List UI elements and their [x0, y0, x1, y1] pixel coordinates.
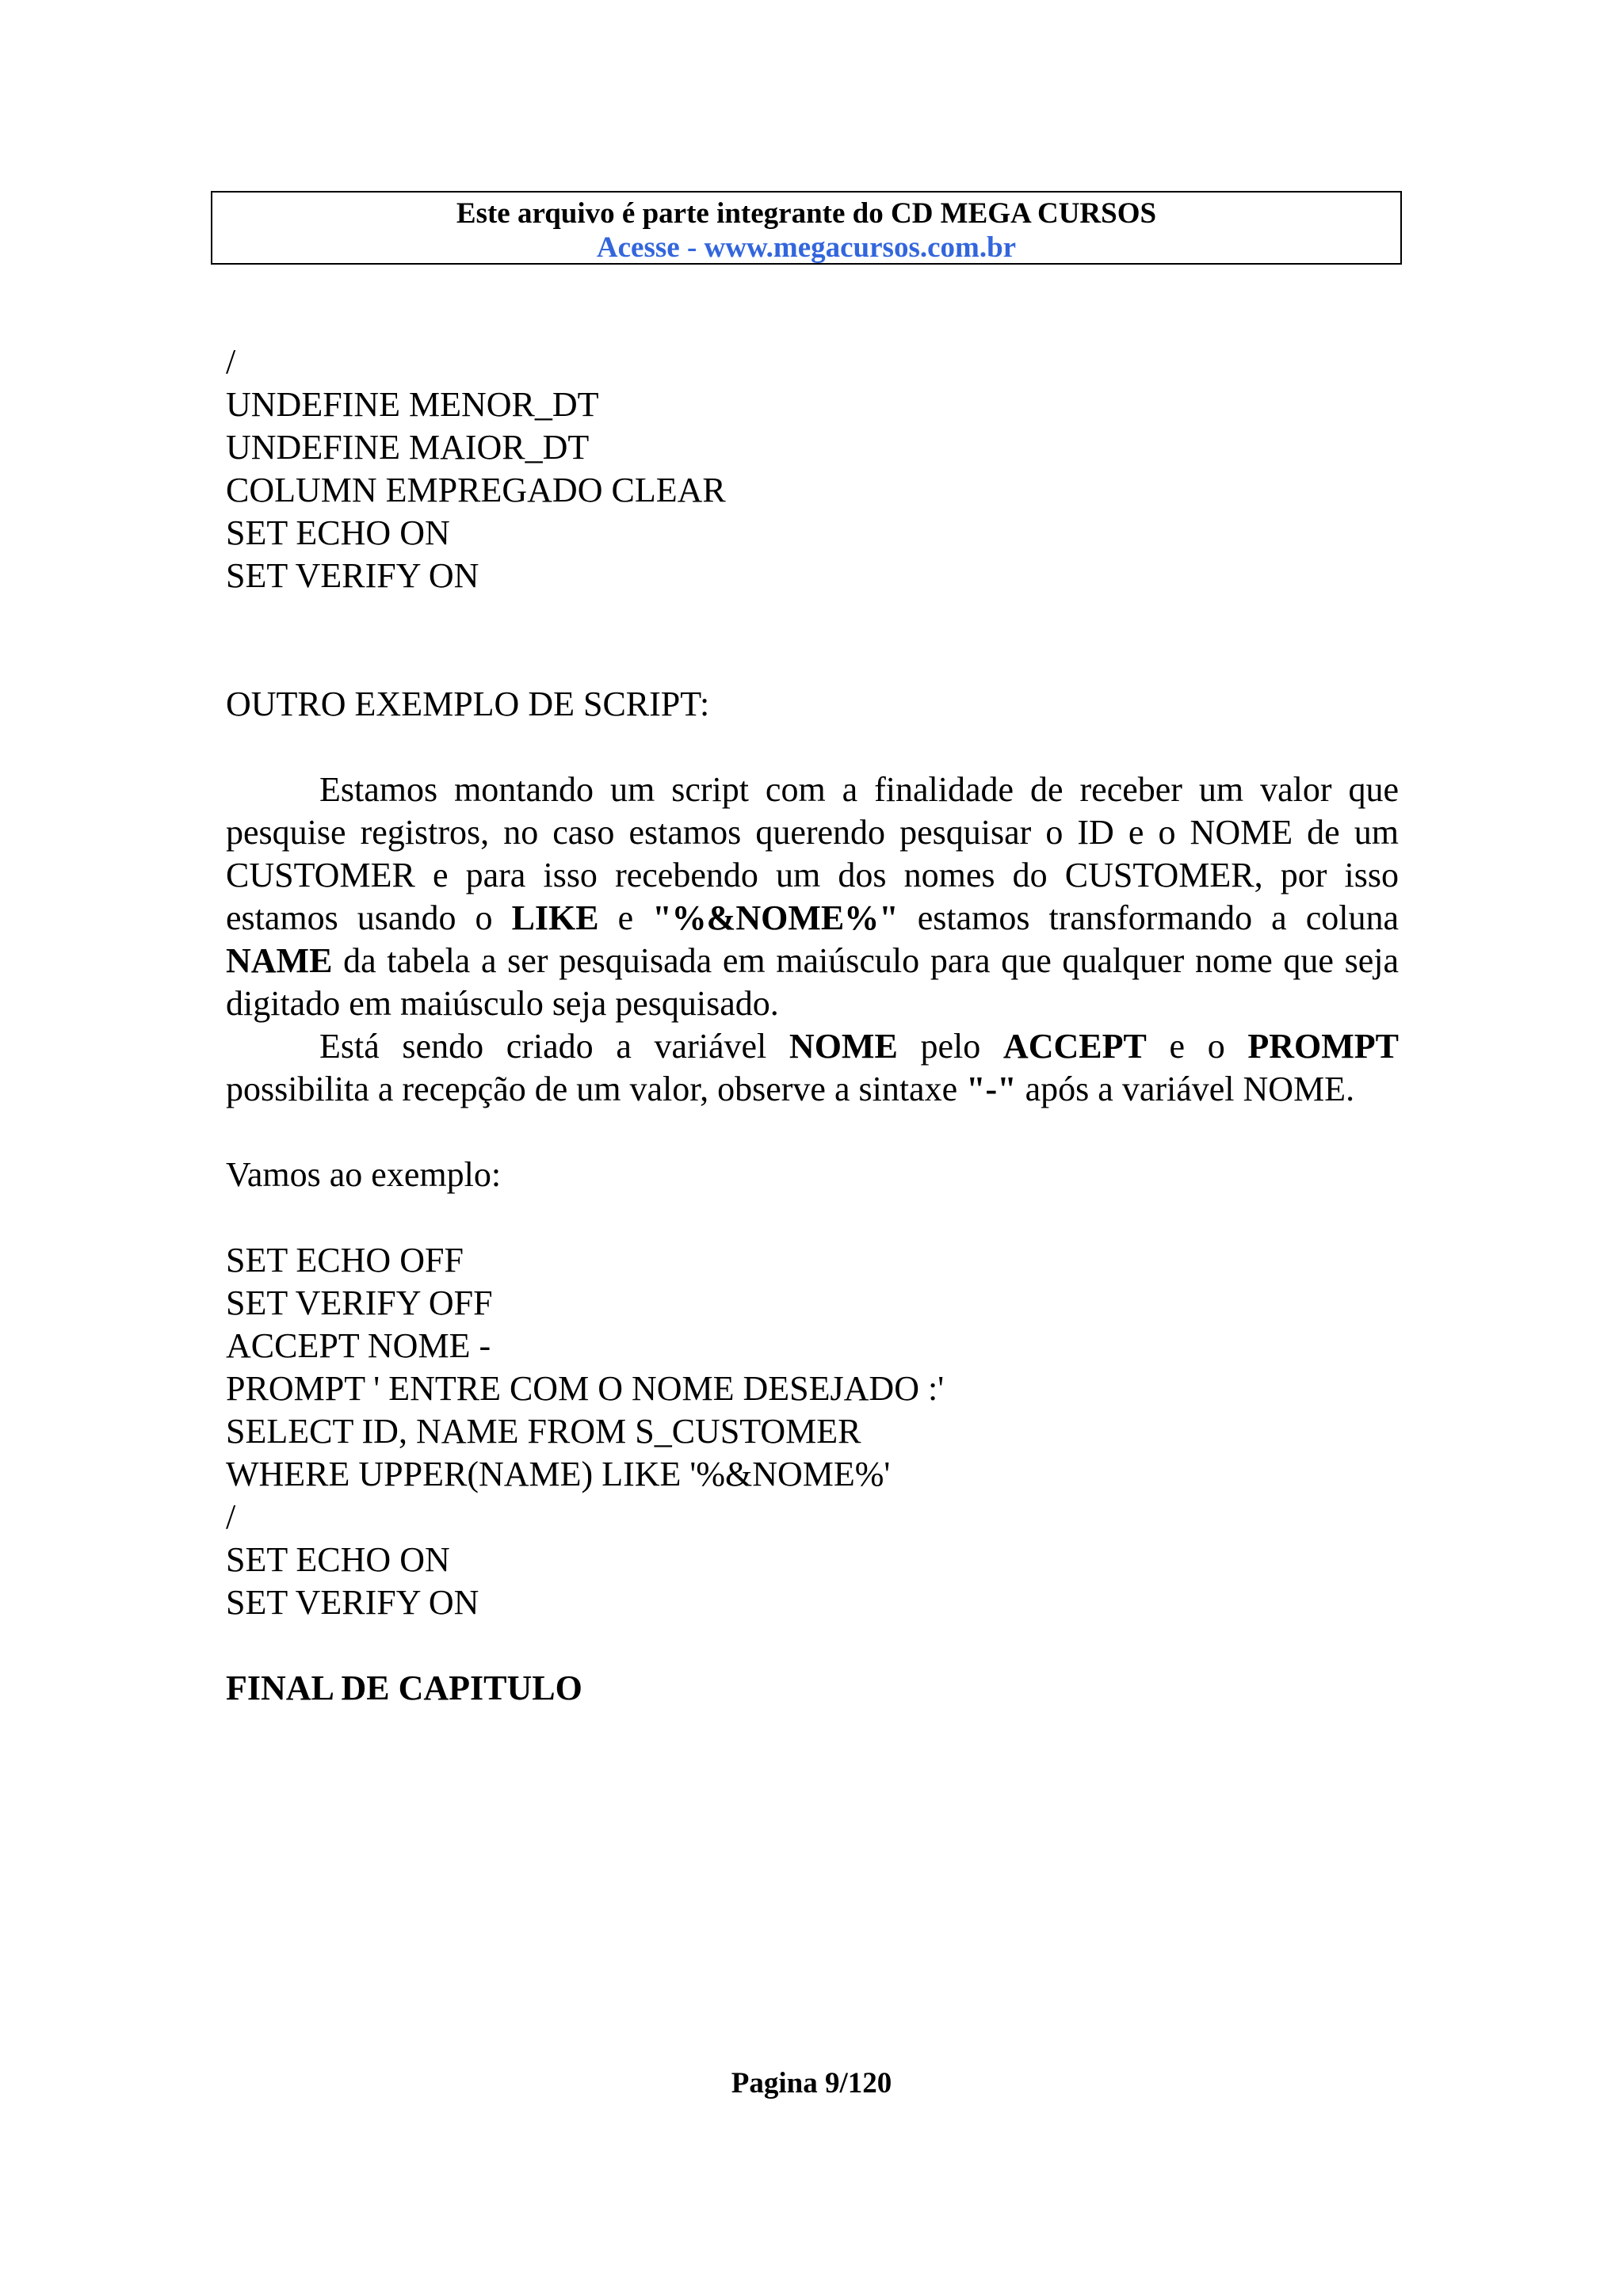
paragraph-text: da tabela a ser pesquisada em maiúsculo para que qualquer nome que seja digitado em maiúsculo seja pesquisado.	[226, 941, 1399, 1023]
paragraph-text: estamos transformando a coluna	[898, 898, 1400, 937]
code-line: SELECT ID, NAME FROM S_CUSTOMER	[226, 1412, 861, 1451]
code-line: /	[226, 342, 236, 381]
code-line: SET VERIFY OFF	[226, 1283, 493, 1322]
header-banner	[211, 191, 1402, 265]
paragraph-explanation	[226, 769, 1399, 1025]
code-line: SET VERIFY ON	[226, 1583, 479, 1622]
paragraph-text: após a variável NOME.	[1016, 1070, 1355, 1108]
paragraph-text: e	[598, 898, 653, 937]
keyword-nome: NOME	[789, 1027, 898, 1066]
example-intro: Vamos ao exemplo:	[226, 1155, 502, 1194]
paragraph-text: Está sendo criado a variável	[319, 1027, 789, 1066]
keyword-like: LIKE	[511, 898, 599, 937]
paragraph-text: pelo	[897, 1027, 1003, 1066]
keyword-dash: "-"	[966, 1070, 1017, 1108]
final-heading: FINAL DE CAPITULO	[226, 1669, 582, 1707]
keyword-prompt: PROMPT	[1247, 1027, 1400, 1066]
code-line: PROMPT ' ENTRE COM O NOME DESEJADO :'	[226, 1369, 945, 1408]
section-heading: OUTRO EXEMPLO DE SCRIPT:	[226, 685, 710, 723]
code-line: SET ECHO ON	[226, 1540, 450, 1579]
code-block-cleanup	[226, 341, 1399, 597]
header-website-link[interactable]: Acesse - www.megacursos.com.br	[596, 231, 1017, 264]
keyword-nome-pattern: "%&NOME%"	[652, 898, 899, 937]
header-title: Este arquivo é parte integrante do CD MEGA CURSOS	[456, 197, 1157, 230]
code-line: SET ECHO ON	[226, 513, 450, 552]
code-line: /	[226, 1497, 236, 1536]
code-line: UNDEFINE MENOR_DT	[226, 385, 599, 424]
code-block-example	[226, 1239, 1399, 1624]
code-line: ACCEPT NOME -	[226, 1326, 491, 1365]
code-line: COLUMN EMPREGADO CLEAR	[226, 471, 726, 509]
paragraph-accept-prompt	[226, 1025, 1399, 1111]
keyword-name: NAME	[226, 941, 333, 980]
page-content	[226, 341, 1399, 1710]
code-line: SET VERIFY ON	[226, 556, 479, 595]
code-line: WHERE UPPER(NAME) LIKE '%&NOME%'	[226, 1455, 891, 1493]
page-number: Pagina 9/120	[731, 2067, 892, 2100]
code-line: UNDEFINE MAIOR_DT	[226, 428, 590, 467]
paragraph-text: possibilita a recepção de um valor, observe a sintaxe	[226, 1070, 967, 1108]
code-line: SET ECHO OFF	[226, 1241, 464, 1280]
paragraph-text: e o	[1146, 1027, 1248, 1066]
keyword-accept: ACCEPT	[1002, 1027, 1147, 1066]
paragraph-text: Estamos montando um script com a finalidade de receber um valor que pesquise registros, no caso estamos querendo pesquisar o ID e o NOME de um CUSTOMER e para isso recebendo um dos nomes do CUSTOMER, por isso estamos usando o	[226, 770, 1399, 937]
